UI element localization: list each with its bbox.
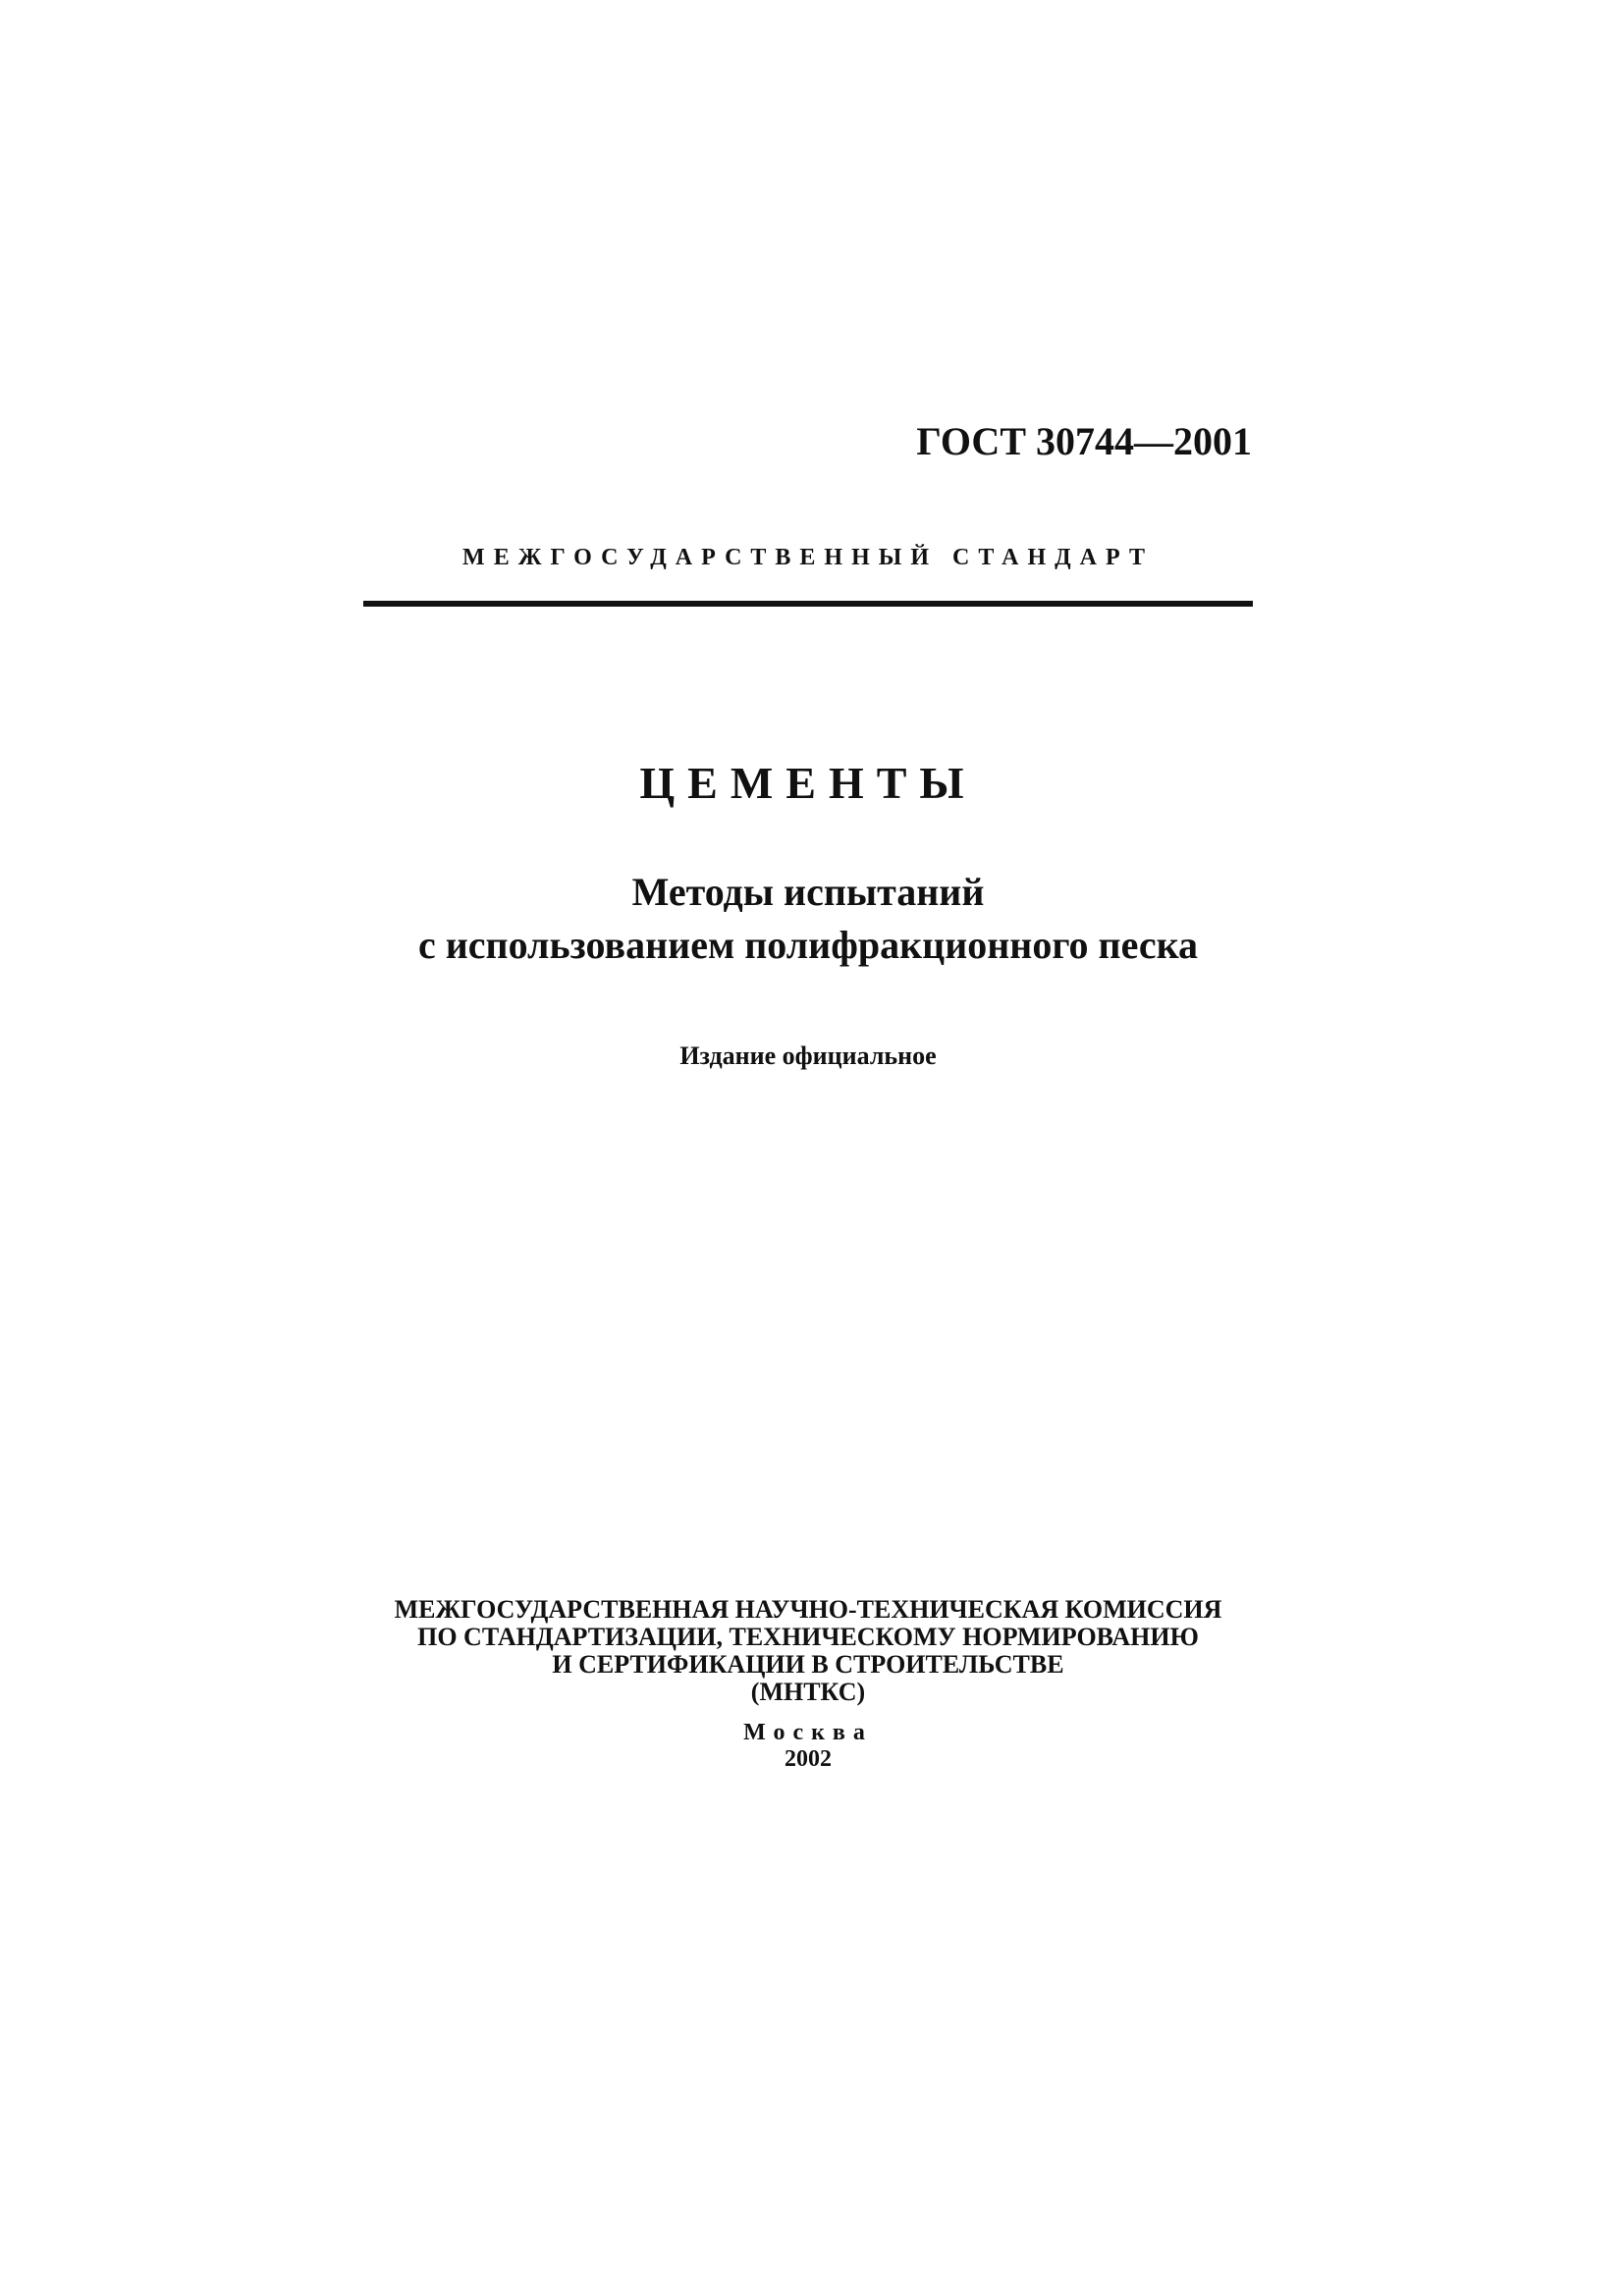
standard-category: МЕЖГОСУДАРСТВЕННЫЙ СТАНДАРТ (462, 545, 1154, 570)
publisher-line: (МНТКС) (750, 1678, 866, 1706)
document-code: ГОСТ 30744—2001 (916, 419, 1252, 463)
publication-city: Москва (743, 1720, 873, 1745)
publisher-line: И СЕРТИФИКАЦИИ В СТРОИТЕЛЬСТВЕ (552, 1650, 1064, 1679)
publisher-block (295, 1596, 1322, 1706)
edition-note: Издание официальное (679, 1041, 937, 1070)
publisher-line: МЕЖГОСУДАРСТВЕННАЯ НАУЧНО-ТЕХНИЧЕСКАЯ КОМИССИЯ (394, 1595, 1222, 1624)
subtitle-line: с использованием полифракционного песка (417, 923, 1199, 967)
header-divider (363, 601, 1253, 607)
page-title: ЦЕМЕНТЫ (639, 758, 977, 808)
subtitle-line: Методы испытаний (631, 870, 985, 914)
publication-year: 2002 (785, 1746, 832, 1772)
publisher-line: ПО СТАНДАРТИЗАЦИИ, ТЕХНИЧЕСКОМУ НОРМИРОВАНИЮ (417, 1623, 1199, 1651)
document-subtitle (295, 866, 1322, 972)
